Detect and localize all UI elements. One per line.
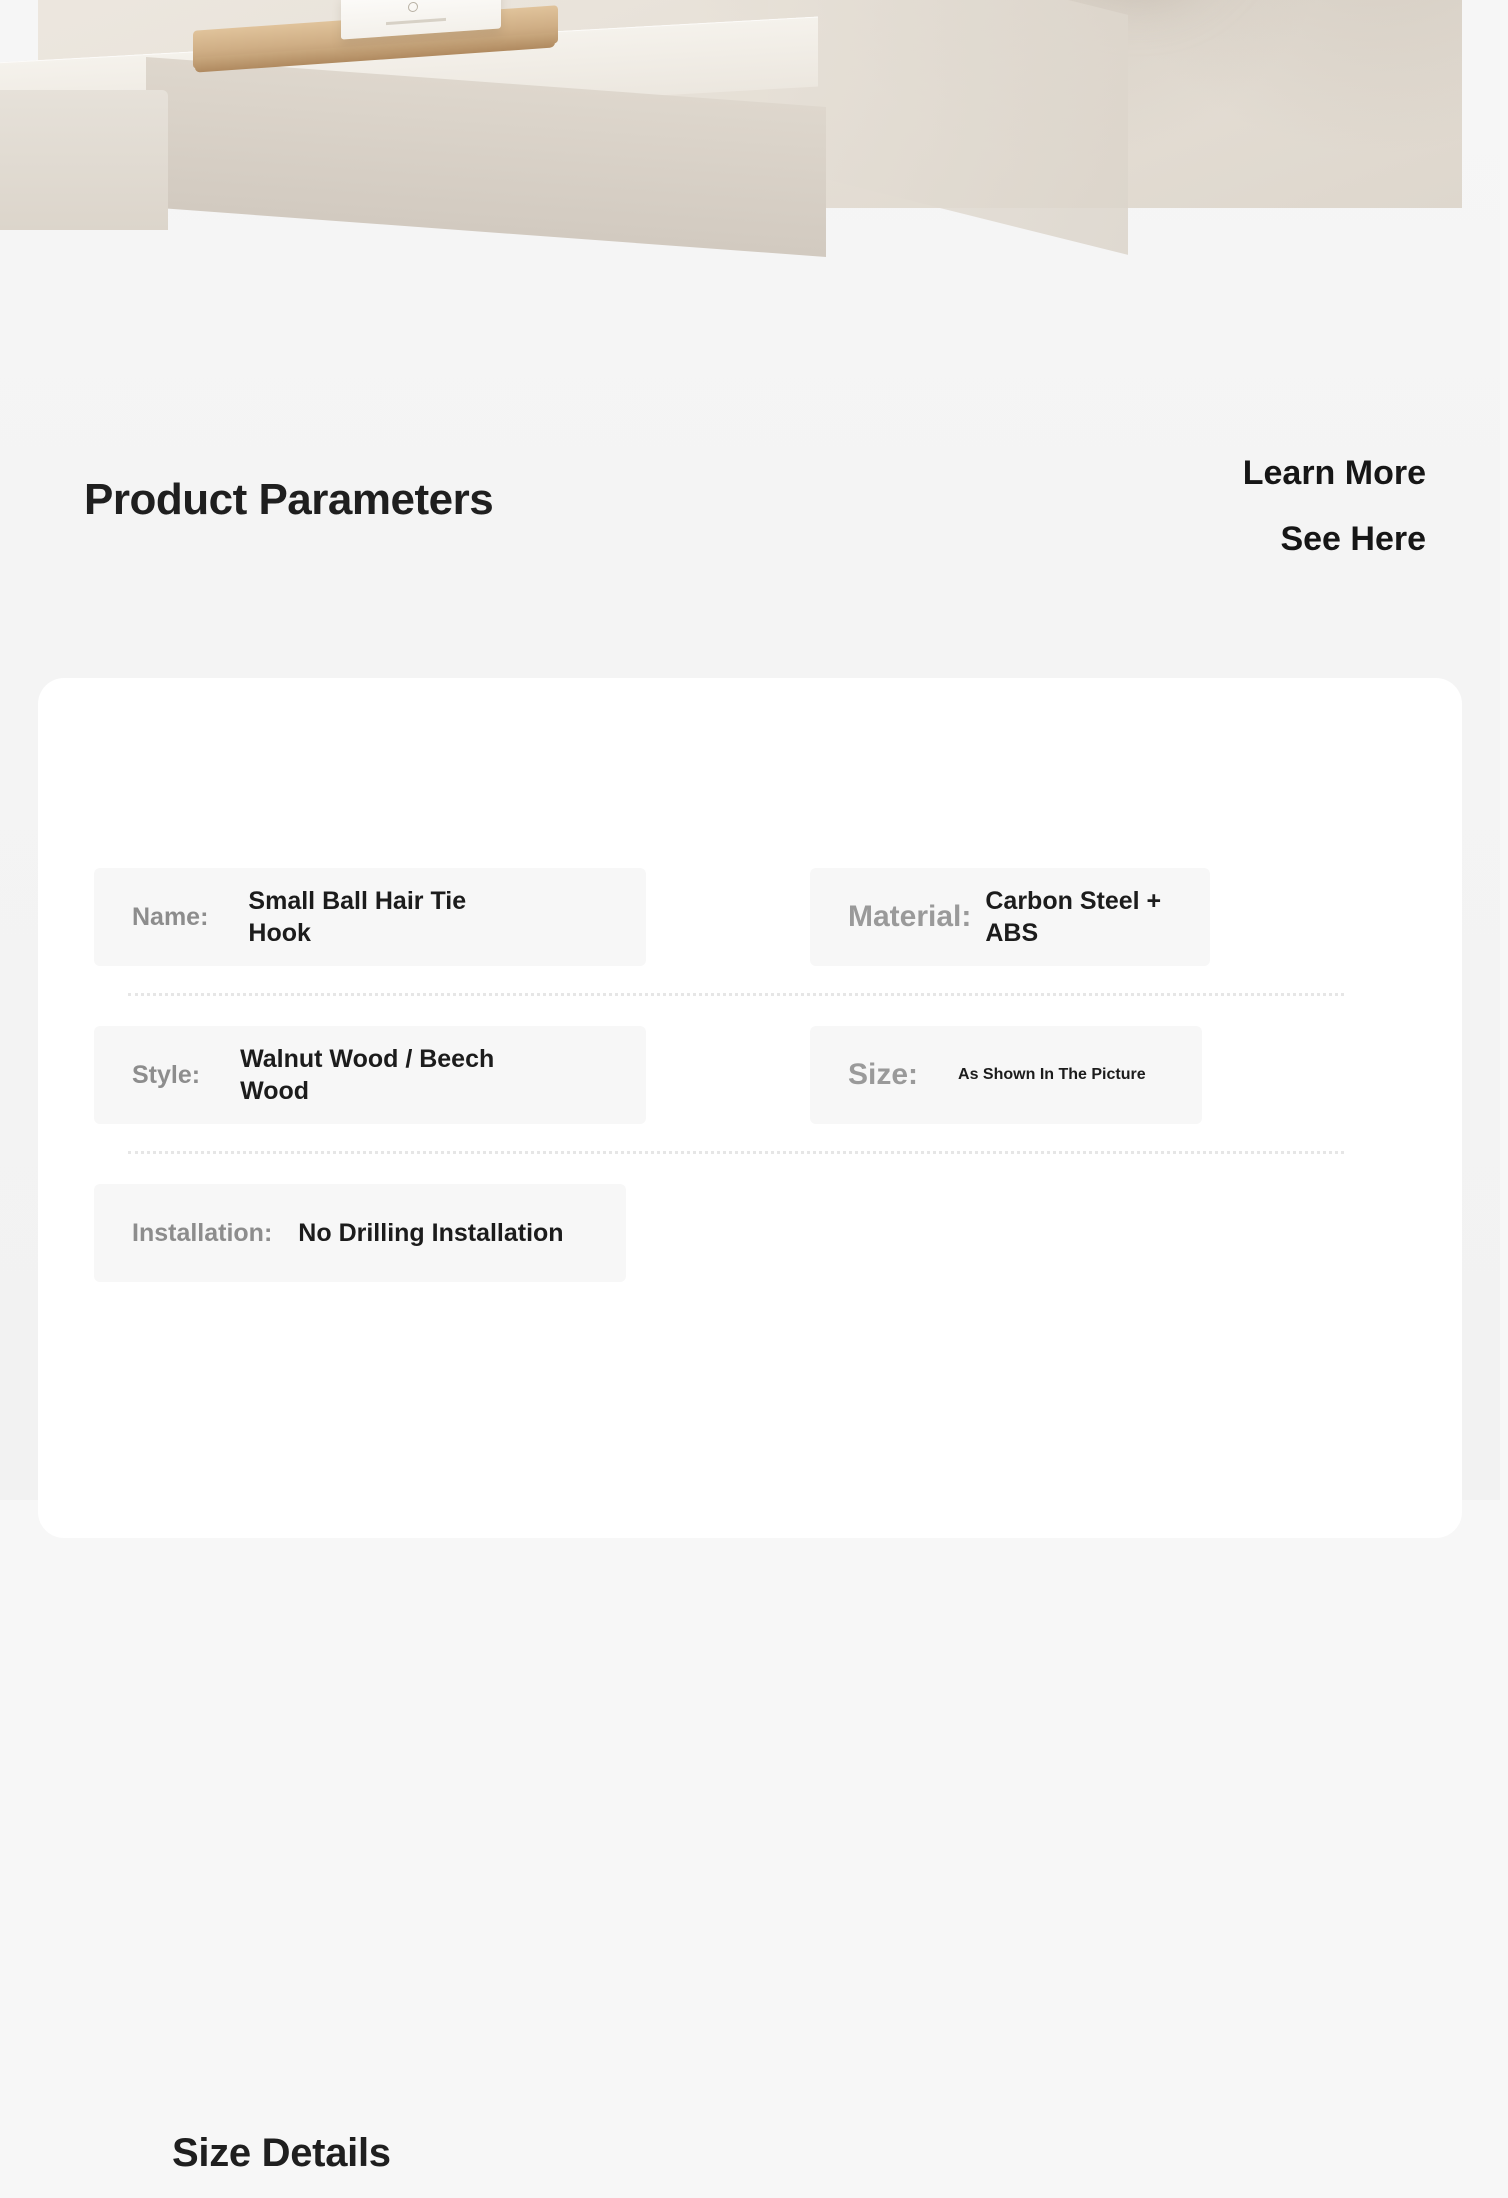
param-label-style: Style: (132, 1060, 201, 1089)
param-cell-name (94, 868, 646, 966)
param-label-name: Name: (132, 902, 209, 931)
param-cell-size (810, 1026, 1202, 1124)
param-cell-material (810, 868, 1210, 966)
param-label-installation: Installation: (132, 1218, 273, 1247)
learn-more-heading (1243, 440, 1426, 573)
table-row (94, 838, 1384, 996)
counter-side-face (0, 90, 168, 230)
param-value-installation: No Drilling Installation (298, 1218, 564, 1247)
learn-more-line-2: See Here (1280, 520, 1426, 559)
page-title: Product Parameters (84, 475, 494, 524)
param-value-size: As Shown In The Picture (958, 1065, 1146, 1083)
param-cell-style (94, 1026, 646, 1124)
param-label-size: Size: (848, 1058, 919, 1091)
param-value-material: Carbon Steel + ABS (985, 886, 1162, 947)
size-details-section (122, 2108, 502, 2198)
parameters-grid (94, 838, 1384, 1312)
param-value-name: Small Ball Hair Tie Hook (248, 886, 467, 947)
hero-product-photo (38, 0, 1462, 208)
param-value-style: Walnut Wood / Beech Wood (240, 1044, 495, 1105)
param-label-material: Material: (848, 900, 972, 933)
learn-more-line-1: Learn More (1242, 454, 1426, 492)
parameters-card (38, 678, 1462, 2175)
table-row (94, 996, 1384, 1154)
param-cell-installation (94, 1184, 626, 1282)
table-row (94, 1154, 1384, 1312)
headings-row (0, 430, 1500, 610)
size-details-title: Size Details (172, 2130, 391, 2175)
